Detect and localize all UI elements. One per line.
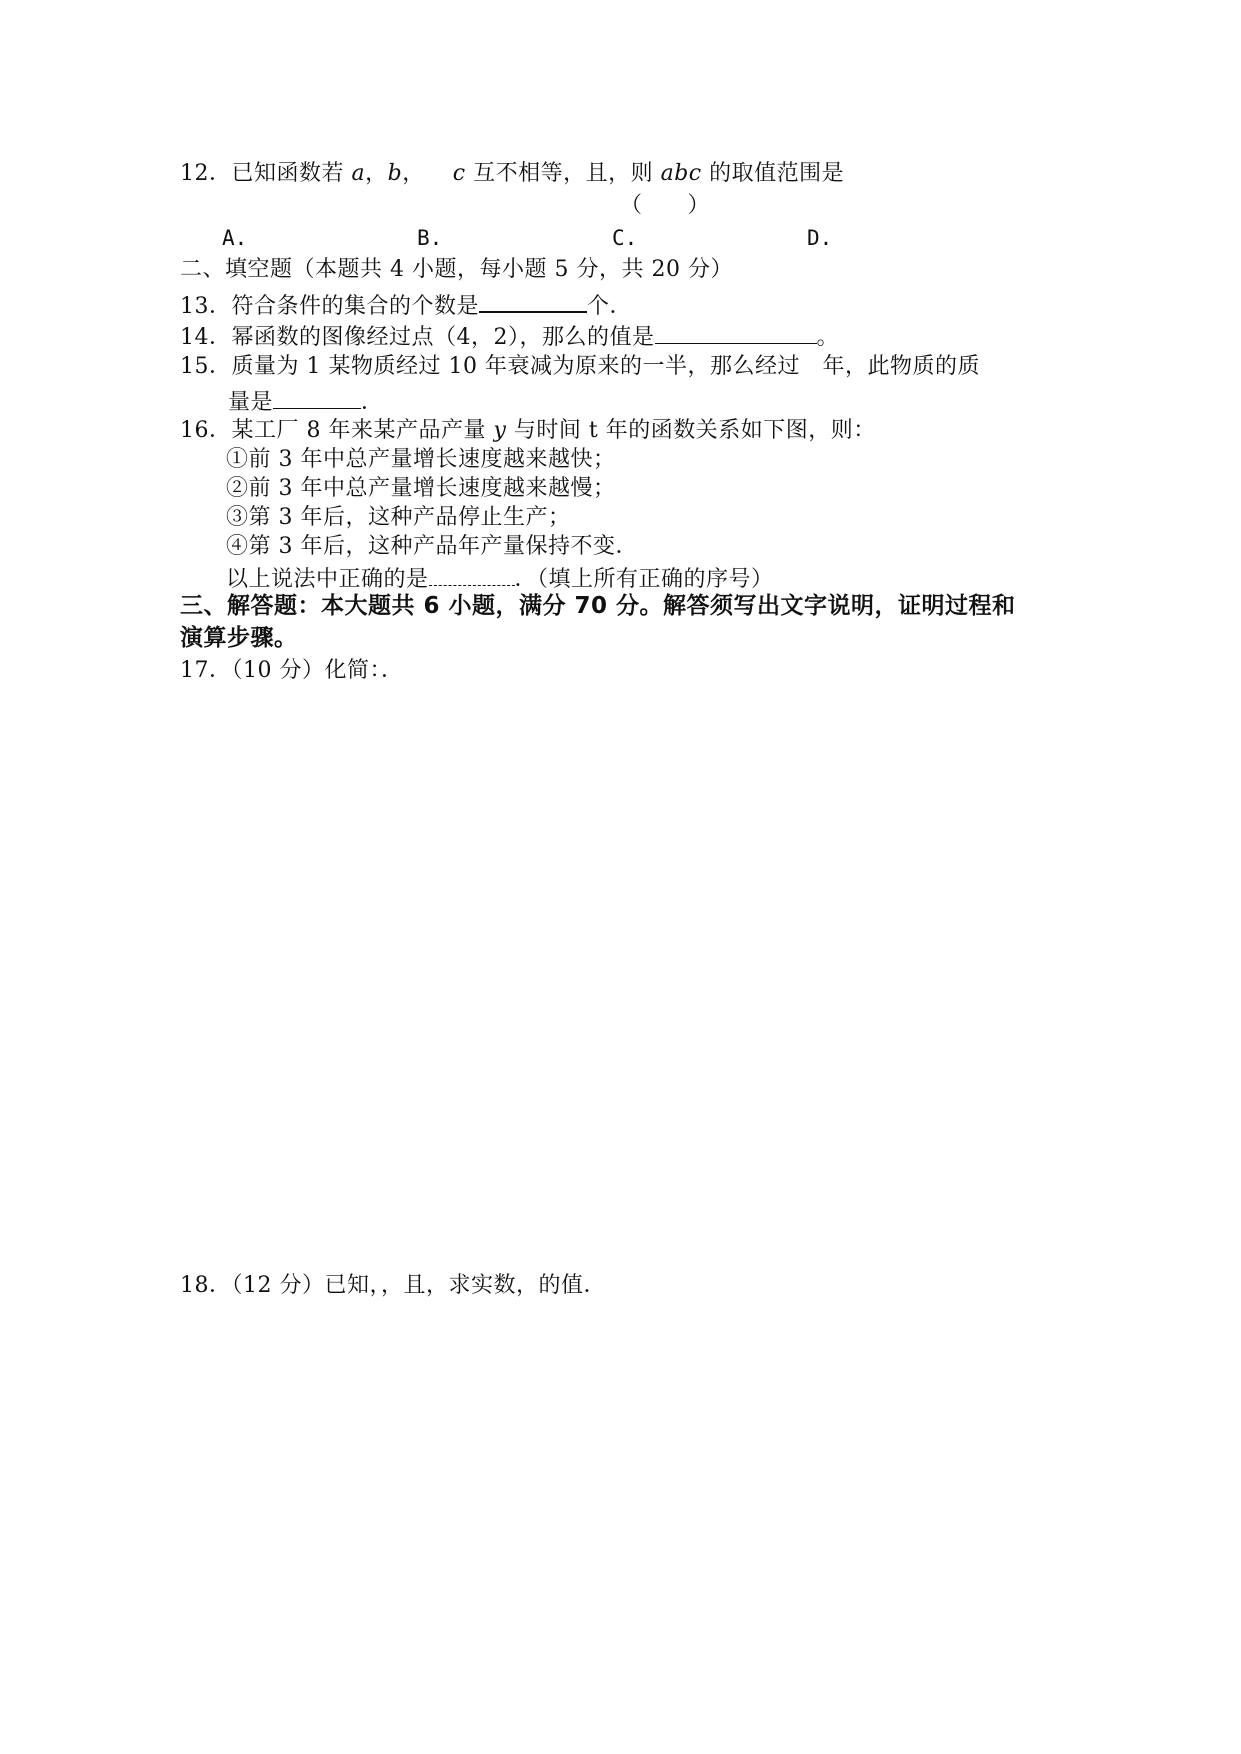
q12-option-a: A. (222, 226, 248, 250)
q15-answer-blank[interactable] (273, 388, 361, 409)
q13-number: 13． (180, 294, 232, 319)
q18: 18．（12 分）已知，，且，求实数，的值． (180, 1273, 606, 1298)
q12-text-a: 已知函数若 (231, 161, 352, 186)
q12-option-c: C. (612, 226, 638, 250)
q16-item-3: ③第 3 年后，这种产品停止生产； (226, 505, 571, 530)
q15-line1 (180, 356, 980, 378)
q16-answer-blank[interactable] (429, 565, 515, 586)
q12-var-c: c (452, 161, 466, 186)
q16-conclusion-after: ．（填上所有正确的序号） (514, 567, 774, 592)
q15-line2-after: ． (361, 390, 384, 415)
section2-heading: 二、填空题（本题共 4 小题，每小题 5 分，共 20 分） (180, 257, 733, 282)
q14-text-after: 。 (816, 325, 840, 350)
section3-heading-line1: 三、解答题：本大题共 6 小题，满分 70 分。解答须写出文字说明，证明过程和 (180, 593, 1016, 619)
q16-item-4: ④第 3 年后，这种产品年产量保持不变． (226, 534, 638, 559)
q15-text: 质量为 1 某物质经过 10 年衰减为原来的一半，那么经过 年，此物质的质 (231, 354, 980, 379)
q13-text-after: 个． (587, 294, 633, 319)
q14-answer-blank[interactable] (655, 323, 817, 344)
q12-var-b: b (387, 161, 403, 186)
q13-answer-blank[interactable] (479, 291, 587, 313)
q16-conclusion (226, 565, 774, 591)
q13-text-before: 符合条件的集合的个数是 (231, 294, 480, 319)
section3-heading-line2: 演算步骤。 (180, 625, 298, 651)
q12-sep-1: ， (365, 161, 388, 186)
q12-text-b: 互不相等，且，则 (465, 161, 661, 186)
q12-option-b: B. (417, 226, 443, 250)
q14 (180, 323, 839, 349)
q12-text-c: 的取值范围是 (701, 161, 845, 186)
q12-option-d: D. (807, 226, 833, 250)
q15-number: 15． (180, 354, 232, 379)
q14-number: 14． (180, 325, 232, 350)
q12-stem (180, 163, 844, 185)
q16-text-a: 某工厂 8 年来某产品产量 (231, 418, 494, 443)
q16-number: 16． (180, 418, 232, 443)
q15-line2-before: 量是 (228, 390, 274, 415)
q13 (180, 291, 632, 318)
q14-text-before: 幂函数的图像经过点（4，2），那么的值是 (231, 325, 655, 350)
q16-stem (180, 420, 876, 442)
q12-var-abc: abc (660, 161, 702, 186)
q16-var-y: y (493, 418, 507, 443)
q16-item-2: ②前 3 年中总产量增长速度越来越慢； (226, 476, 616, 501)
q16-item-1: ①前 3 年中总产量增长速度越来越快； (226, 447, 616, 472)
q12-number: 12． (180, 161, 232, 186)
q16-text-b: 与时间 t 年的函数关系如下图，则： (506, 418, 876, 443)
q12-var-a: a (351, 161, 366, 186)
q12-answer-paren: （ ） (620, 193, 711, 218)
q15-line2 (228, 388, 384, 414)
q17: 17．（10 分）化简：． (180, 658, 404, 683)
q12-sep-2: ， (402, 161, 425, 186)
q16-conclusion-before: 以上说法中正确的是 (226, 567, 429, 592)
